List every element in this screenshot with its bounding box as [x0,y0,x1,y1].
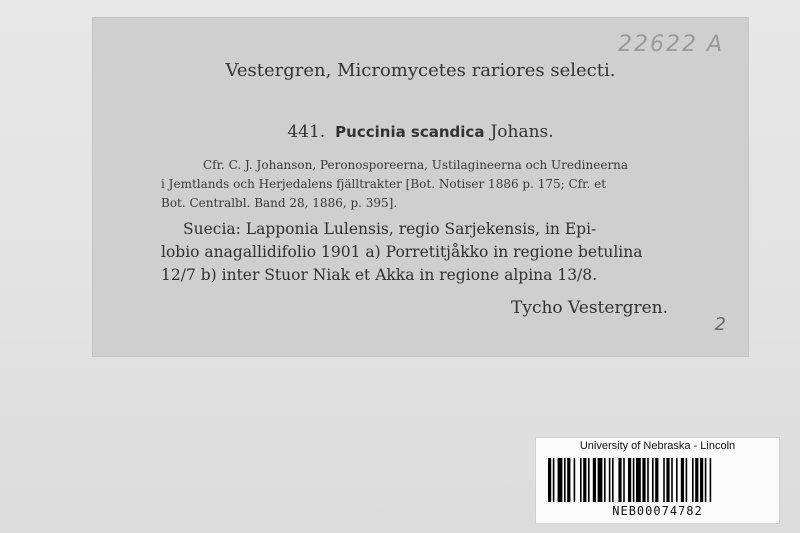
locality-line-2: lobio anagallidifolio 1901 a) Porretitjåkko in regione betulina [161,243,643,261]
institution-name: University of Nebraska - Lincoln [579,440,736,452]
species-line [93,122,748,142]
species-number: 441. [287,122,326,142]
series-title: Vestergren, Micromycetes rariores selecti. [225,60,616,81]
collector-name: Tycho Vestergren. [511,298,668,318]
pencil-mark: 2 [714,314,726,335]
reference-line-1: Cfr. C. J. Johanson, Peronosporeerna, Ustilagineerna och Uredineerna [203,158,629,172]
specimen-label [93,18,748,356]
accession-number: 22622 A [617,32,724,57]
barcode-number: NEB00074782 [612,504,703,518]
locality-line-1: Suecia: Lapponia Lulensis, regio Sarjekensis, in Epi- [183,220,597,238]
locality-line-3: 12/7 b) inter Stuor Niak et Akka in regione alpina 13/8. [161,266,598,284]
locality-text [161,218,689,287]
reference-line-3: Bot. Centralbl. Band 28, 1886, p. 395]. [161,196,398,210]
species-author: Johans. [490,122,554,142]
barcode-image [548,458,767,502]
reference-line-2: i Jemtlands och Herjedalens fjälltrakter [Bot. Notiser 1886 p. 175; Cfr. et [161,177,607,191]
literature-reference [161,156,691,213]
species-name: Puccinia scandica [335,123,485,141]
barcode-label [535,437,780,524]
